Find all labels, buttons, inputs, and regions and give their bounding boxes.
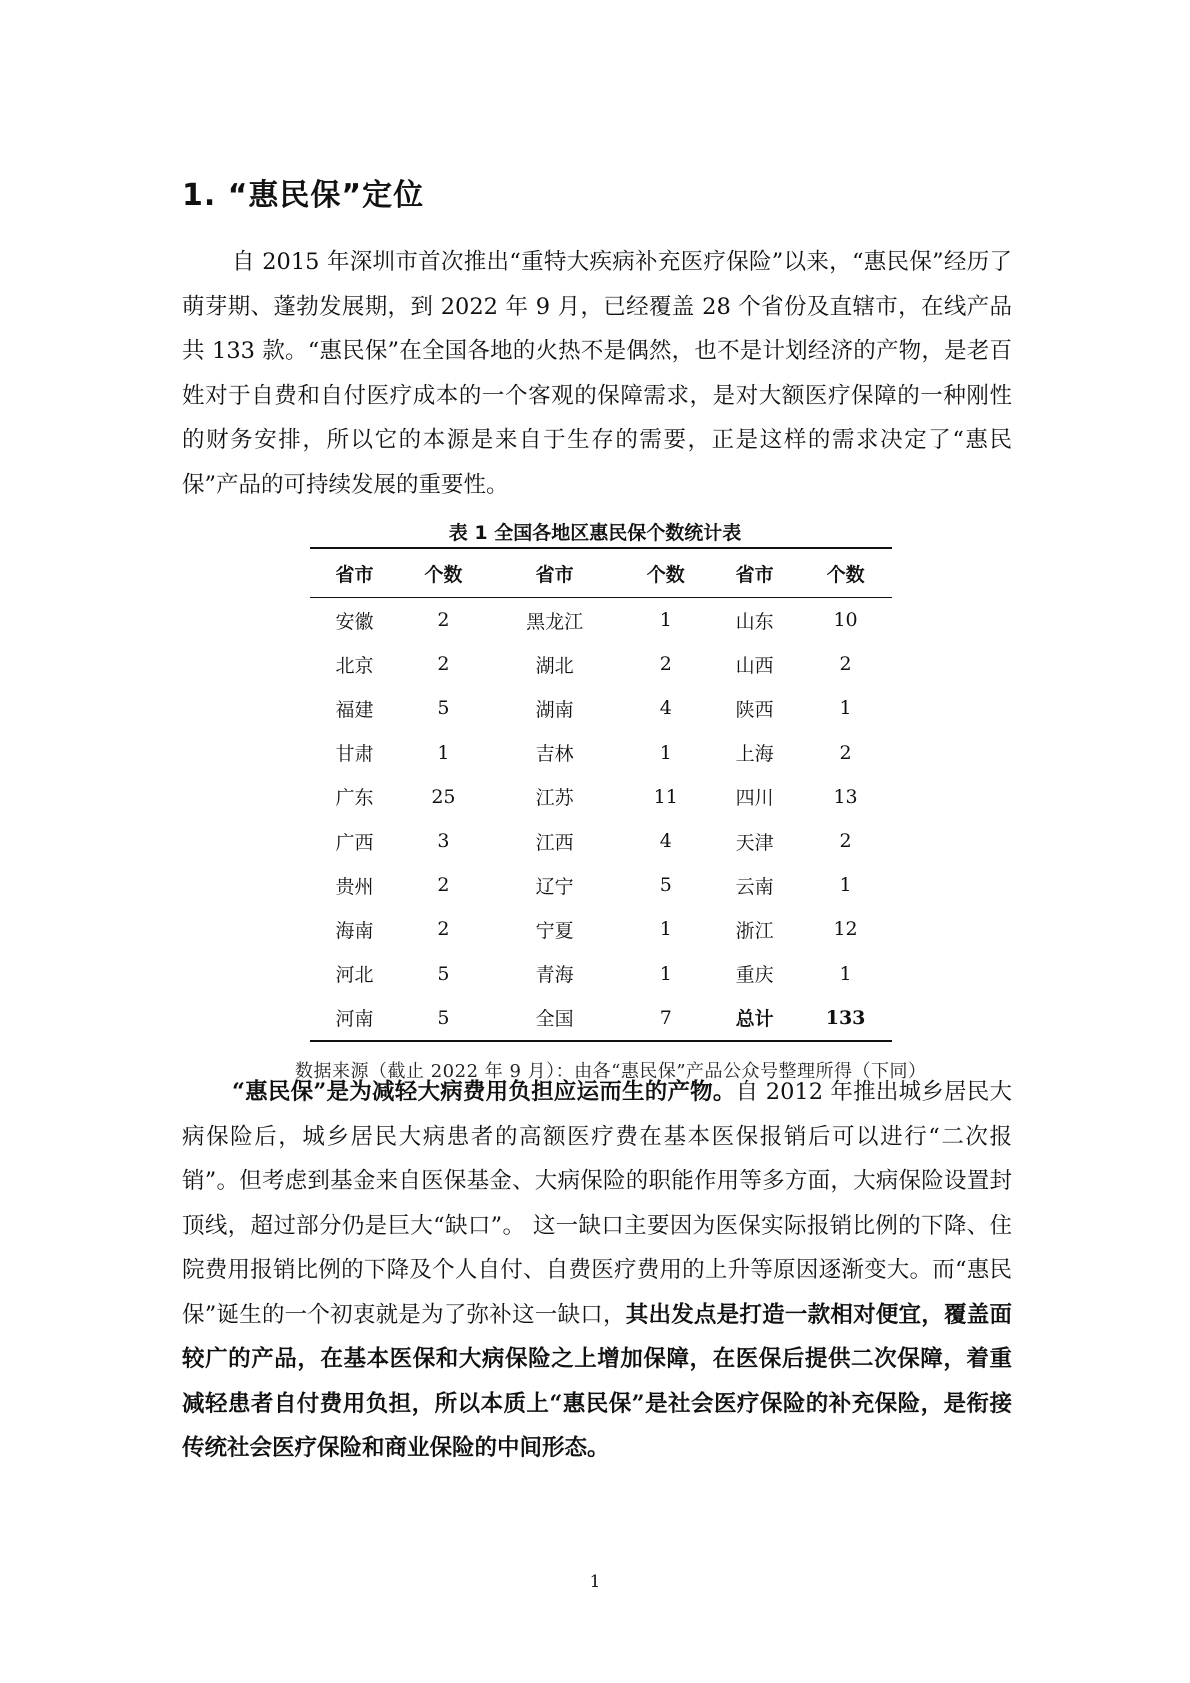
header-cell: 省市 (710, 548, 799, 598)
table-cell: 宁夏 (535, 919, 574, 942)
table-row (310, 642, 892, 686)
table-cell: 3 (437, 830, 450, 853)
table-cell: 陕西 (735, 698, 774, 721)
table-cell: 江苏 (535, 787, 574, 810)
total-value-cell: 133 (799, 996, 892, 1041)
table-cell: 北京 (335, 654, 374, 677)
table-row (310, 863, 892, 907)
table-cell: 2 (839, 653, 852, 676)
table-row (310, 686, 892, 730)
paragraph-body: 自 2012 年推出城乡居民大病保险后，城乡居民大病患者的高额医疗费在基本医保报销后可以进行“二次报销”。但考虑到基金来自医保基金、大病保险的职能作用等多方面，大病保险设置封顶线，超过部分仍是巨大“缺口”。 这一缺口主要因为医保实际报销比例的下降、住院费用报销比例的下降及个人自付、自费医疗费用的上升等原因逐渐变大。而“惠民保”诞生的一个初衷就是为了弥补这一缺口， (182, 1079, 1012, 1328)
page-number: 1 (589, 1572, 601, 1592)
table-row (310, 775, 892, 819)
table-cell: 海南 (335, 919, 374, 942)
table-cell: 甘肃 (335, 743, 374, 766)
table-cell: 广西 (335, 831, 374, 854)
table-cell: 青海 (535, 964, 574, 987)
table-cell: 山东 (735, 610, 774, 633)
table-cell: 重庆 (735, 964, 774, 987)
table-cell: 5 (437, 697, 450, 720)
header-cell: 省市 (488, 548, 621, 598)
table-cell: 安徽 (335, 610, 374, 633)
statistics-table (310, 547, 892, 1042)
data-source-note: 数据来源（截止 2022 年 9 月）：由各“惠民保”产品公众号整理所得（下同） (295, 1061, 927, 1082)
table-cell: 全国 (488, 996, 621, 1041)
table-row (310, 907, 892, 951)
table-cell: 吉林 (535, 743, 574, 766)
table-cell: 1 (659, 741, 672, 764)
table-cell: 13 (833, 785, 858, 808)
table-row (310, 952, 892, 996)
paragraph-bold-lead: “惠民保”是为减轻大病费用负担应运而生的产物。 (232, 1079, 736, 1105)
intro-paragraph: 自 2015 年深圳市首次推出“重特大疾病补充医疗保险”以来，“惠民保”经历了萌芽期、蓬勃发展期，到 2022 年 9 月，已经覆盖 28 个省份及直辖市，在线产品共 133 款。“惠民保”在全国各地的火热不是偶然，也不是计划经济的产物，是老百姓对于自费和自付医疗成本的一个客观的保障需求，是对大额医疗保障的一种刚性的财务安排，所以它的本源是来自于生存的需要，正是这样的需求决定了“惠民保”产品的可持续发展的重要性。 (182, 249, 1012, 498)
section-heading: 1. “惠民保”定位 (182, 178, 425, 213)
table-cell: 11 (653, 785, 678, 808)
table-cell: 1 (437, 741, 450, 764)
table-header-row (310, 548, 892, 598)
total-label-cell: 总计 (710, 996, 799, 1041)
table-cell: 2 (437, 918, 450, 941)
table-cell: 1 (839, 697, 852, 720)
analysis-paragraph (182, 1070, 1012, 1471)
table-cell: 1 (839, 874, 852, 897)
table-cell: 4 (659, 697, 672, 720)
table-cell: 广东 (335, 787, 374, 810)
table-cell: 25 (431, 785, 456, 808)
table-cell: 2 (437, 609, 450, 632)
table-cell: 10 (833, 609, 858, 632)
table-cell: 浙江 (735, 919, 774, 942)
table-cell: 河北 (335, 964, 374, 987)
table-cell: 1 (839, 962, 852, 985)
table-cell: 四川 (735, 787, 774, 810)
table-cell: 7 (621, 996, 710, 1041)
table-cell: 4 (659, 830, 672, 853)
header-cell: 个数 (621, 548, 710, 598)
table-cell: 云南 (735, 875, 774, 898)
table-cell: 辽宁 (535, 875, 574, 898)
table-caption: 表 1 全国各地区惠民保个数统计表 (448, 522, 742, 544)
table-cell: 5 (659, 874, 672, 897)
table-cell: 贵州 (335, 875, 374, 898)
table-cell: 5 (437, 962, 450, 985)
table-cell: 2 (659, 653, 672, 676)
table-cell: 上海 (735, 743, 774, 766)
table-cell: 天津 (735, 831, 774, 854)
table-cell: 山西 (735, 654, 774, 677)
table-row (310, 819, 892, 863)
table-cell: 江西 (535, 831, 574, 854)
table-row (310, 996, 892, 1041)
header-cell: 个数 (799, 548, 892, 598)
table-cell: 1 (659, 609, 672, 632)
paragraph-bold-tail: 其出发点是打造一款相对便宜，覆盖面较广的产品，在基本医保和大病保险之上增加保障，在医保后提供二次保障，着重减轻患者自付费用负担，所以本质上“惠民保”是社会医疗保险的补充保险，是衔接传统社会医疗保险和商业保险的中间形态。 (182, 1301, 1012, 1461)
table-cell: 2 (437, 874, 450, 897)
table-cell: 河南 (310, 996, 399, 1041)
table-cell: 湖南 (535, 698, 574, 721)
table-cell: 5 (399, 996, 488, 1041)
table-cell: 2 (437, 653, 450, 676)
table-cell: 2 (839, 830, 852, 853)
header-cell: 个数 (399, 548, 488, 598)
table-cell: 2 (839, 741, 852, 764)
table-cell: 黑龙江 (526, 610, 584, 633)
header-cell: 省市 (310, 548, 399, 598)
table-cell: 湖北 (535, 654, 574, 677)
table-cell: 1 (659, 918, 672, 941)
table-row (310, 598, 892, 643)
table-cell: 1 (659, 962, 672, 985)
table-cell: 12 (833, 918, 858, 941)
table-cell: 福建 (335, 698, 374, 721)
table-row (310, 731, 892, 775)
